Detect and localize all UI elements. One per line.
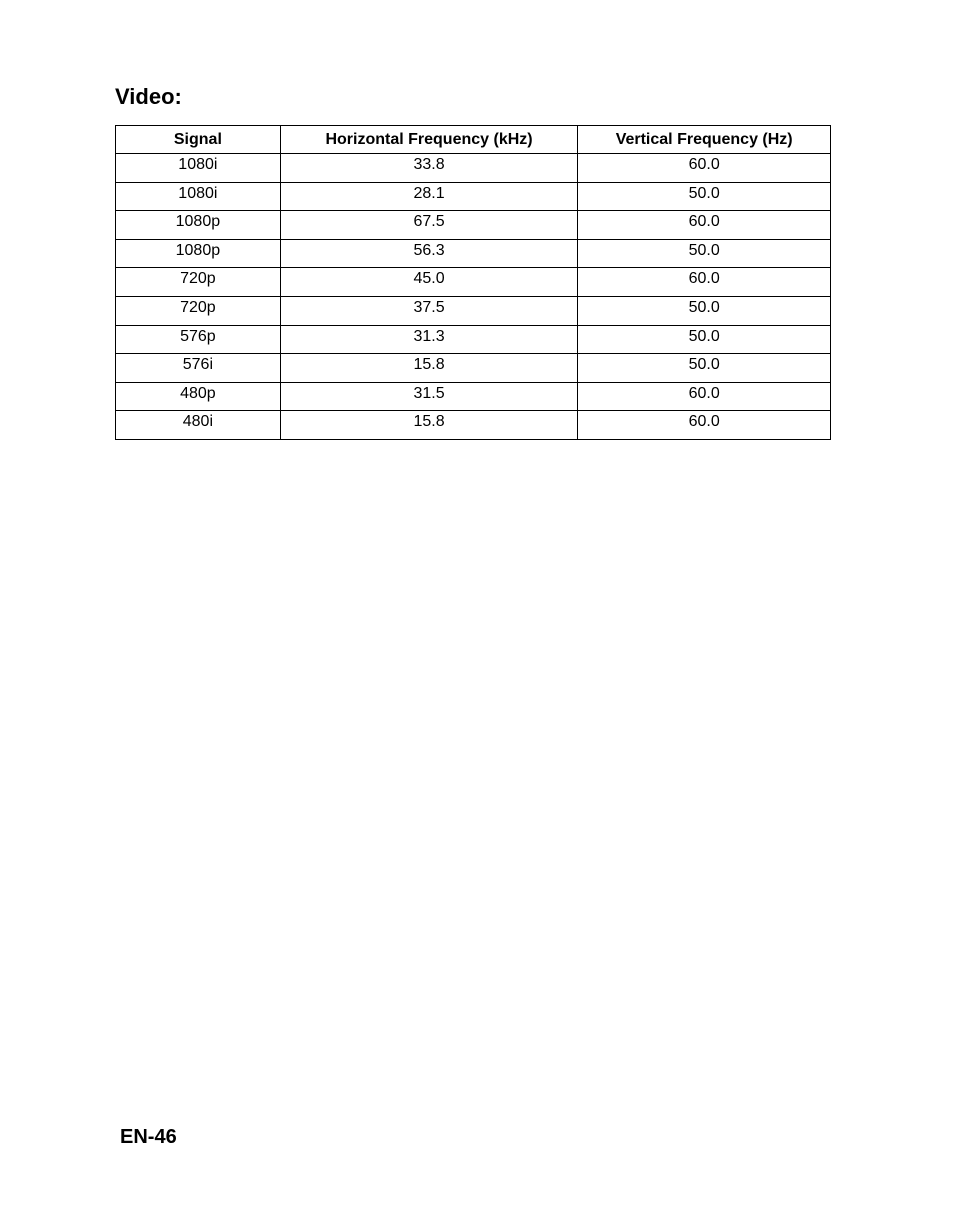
video-frequency-table bbox=[115, 125, 831, 440]
vertical-frequency-cell: 60.0 bbox=[578, 211, 831, 240]
signal-cell: 720p bbox=[116, 268, 281, 297]
signal-cell: 480p bbox=[116, 382, 281, 411]
horizontal-frequency-cell: 33.8 bbox=[280, 154, 578, 183]
section-title: Video: bbox=[115, 84, 182, 109]
table-row bbox=[116, 382, 831, 411]
table-row bbox=[116, 182, 831, 211]
horizontal-frequency-cell: 31.3 bbox=[280, 325, 578, 354]
horizontal-frequency-cell: 45.0 bbox=[280, 268, 578, 297]
table-row bbox=[116, 268, 831, 297]
vertical-frequency-cell: 60.0 bbox=[578, 154, 831, 183]
signal-cell: 720p bbox=[116, 296, 281, 325]
table-row bbox=[116, 239, 831, 268]
header-signal: Signal bbox=[116, 126, 281, 154]
vertical-frequency-cell: 60.0 bbox=[578, 411, 831, 440]
signal-cell: 480i bbox=[116, 411, 281, 440]
signal-cell: 1080p bbox=[116, 239, 281, 268]
signal-cell: 1080p bbox=[116, 211, 281, 240]
vertical-frequency-cell: 50.0 bbox=[578, 239, 831, 268]
vertical-frequency-cell: 60.0 bbox=[578, 268, 831, 297]
signal-cell: 1080i bbox=[116, 154, 281, 183]
horizontal-frequency-cell: 15.8 bbox=[280, 411, 578, 440]
table-row bbox=[116, 211, 831, 240]
signal-cell: 1080i bbox=[116, 182, 281, 211]
horizontal-frequency-cell: 15.8 bbox=[280, 354, 578, 383]
table-row bbox=[116, 411, 831, 440]
horizontal-frequency-cell: 67.5 bbox=[280, 211, 578, 240]
vertical-frequency-cell: 50.0 bbox=[578, 325, 831, 354]
table-row bbox=[116, 354, 831, 383]
signal-cell: 576p bbox=[116, 325, 281, 354]
vertical-frequency-cell: 60.0 bbox=[578, 382, 831, 411]
vertical-frequency-cell: 50.0 bbox=[578, 182, 831, 211]
horizontal-frequency-cell: 37.5 bbox=[280, 296, 578, 325]
signal-cell: 576i bbox=[116, 354, 281, 383]
vertical-frequency-cell: 50.0 bbox=[578, 296, 831, 325]
table-row bbox=[116, 325, 831, 354]
header-horizontal-frequency: Horizontal Frequency (kHz) bbox=[280, 126, 578, 154]
horizontal-frequency-cell: 31.5 bbox=[280, 382, 578, 411]
vertical-frequency-cell: 50.0 bbox=[578, 354, 831, 383]
header-vertical-frequency: Vertical Frequency (Hz) bbox=[578, 126, 831, 154]
table-header-row bbox=[116, 126, 831, 154]
page-number: EN-46 bbox=[120, 1126, 177, 1148]
table-row bbox=[116, 154, 831, 183]
horizontal-frequency-cell: 28.1 bbox=[280, 182, 578, 211]
horizontal-frequency-cell: 56.3 bbox=[280, 239, 578, 268]
table-row bbox=[116, 296, 831, 325]
